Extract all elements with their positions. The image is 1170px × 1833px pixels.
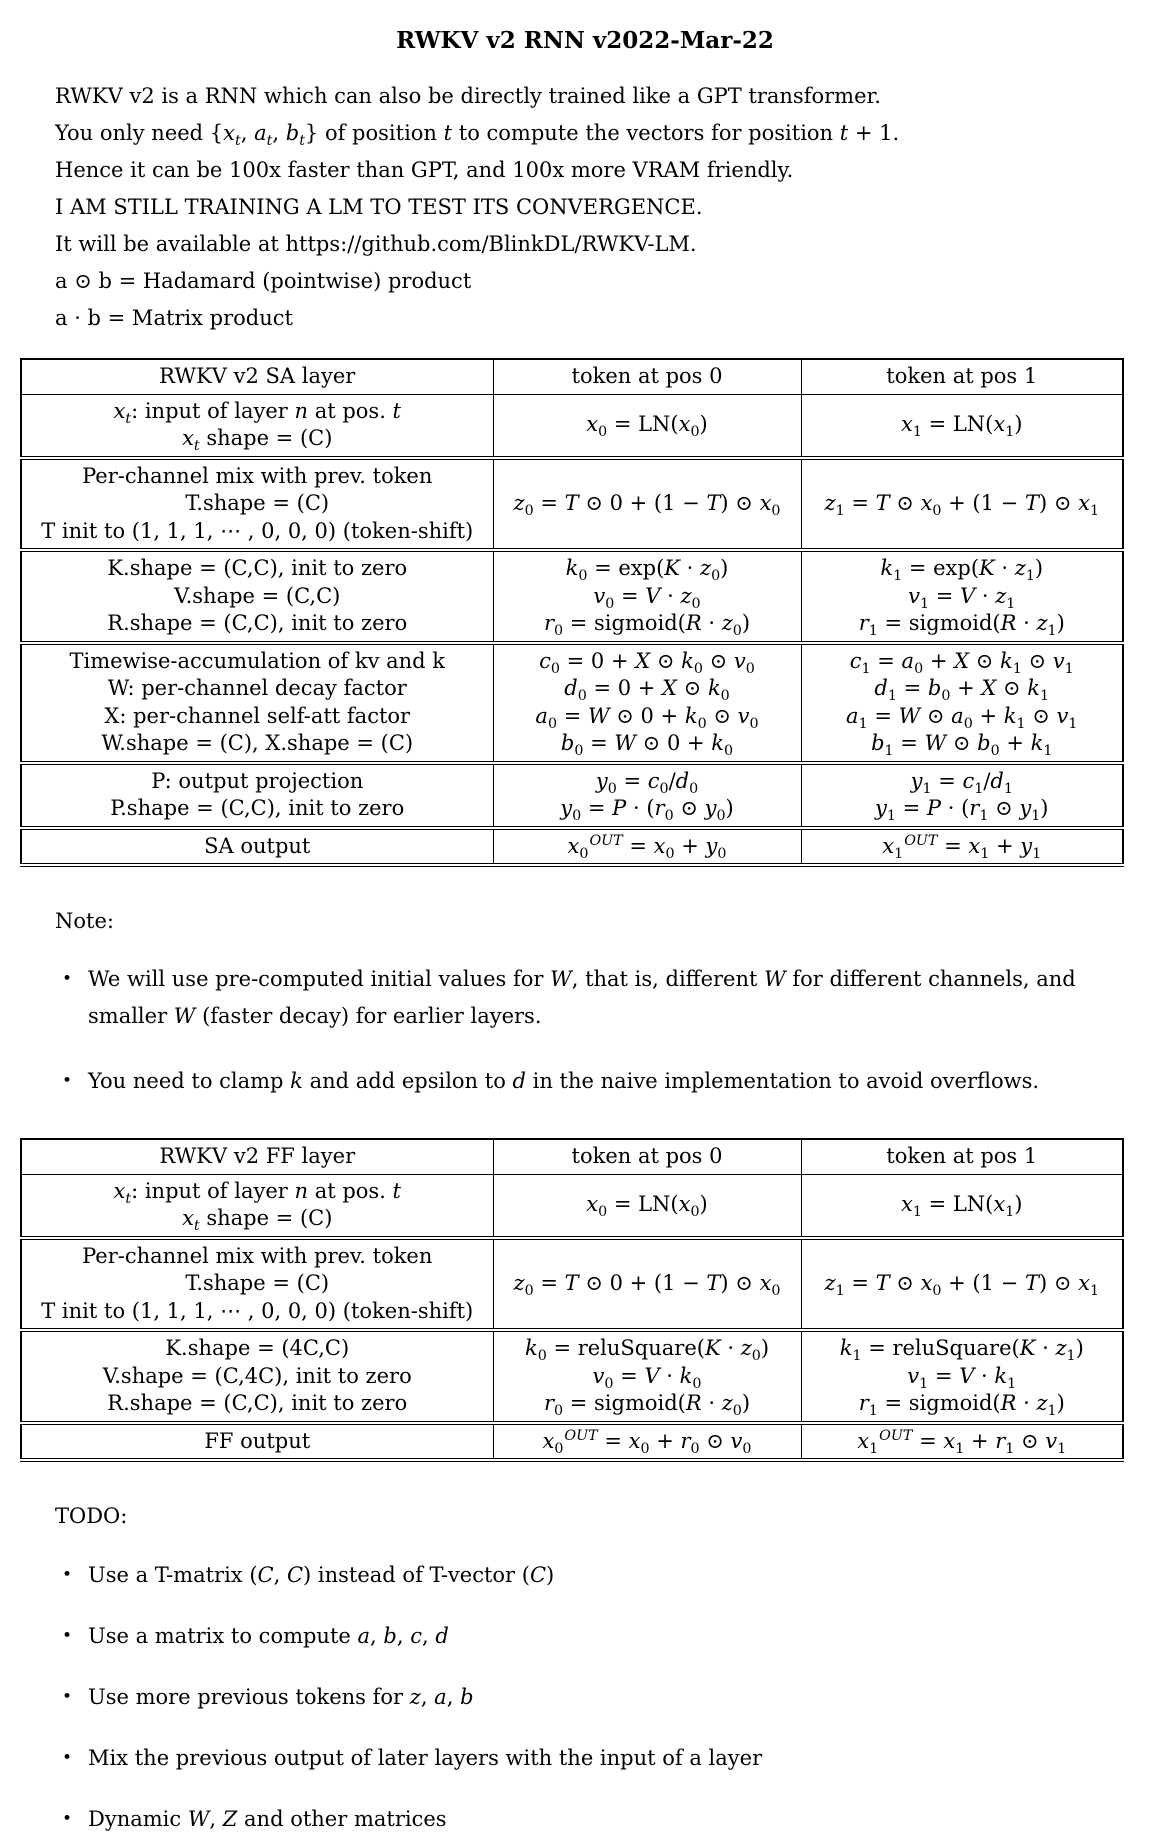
formula-line: $a_1 = W$ ⊙ $a_0 + k_1$ ⊙ $v_1$ xyxy=(846,703,1078,732)
formula-line: $z_0 = T$ ⊙ 0 + (1 − T) ⊙ $x_0$ xyxy=(513,491,781,520)
formula-line: $z_1 = T$ ⊙ $x_0 + (1 - T)$ ⊙ $x_1$ xyxy=(824,491,1100,520)
ff-pos1-cell xyxy=(801,1330,1123,1423)
todo-bullet: • Dynamic W, Z and other matrices xyxy=(88,1806,1115,1833)
formula-line: $x_1^{OUT} = x_1 + y_1$ xyxy=(882,832,1042,862)
note-section xyxy=(0,961,1170,1100)
sa-pos1-cell xyxy=(801,763,1123,828)
desc-line: V.shape = (C,C) xyxy=(174,583,341,608)
desc-line: $x_t$: input of layer n at pos. t xyxy=(113,398,401,427)
desc-line: T init to (1, 1, 1, ⋯ , 0, 0, 0) (token-shift) xyxy=(41,518,474,543)
ff-desc-cell xyxy=(21,1423,493,1461)
todo-bullet: • Use a matrix to compute a, b, c, d xyxy=(88,1623,1115,1650)
sa-desc-cell xyxy=(21,550,493,643)
todo-bullet: • Use a T-matrix (C, C) instead of T-vector (C) xyxy=(88,1562,1115,1589)
sa-pos1-cell xyxy=(801,458,1123,551)
desc-line: R.shape = (C,C), init to zero xyxy=(107,1391,408,1415)
desc-line: P.shape = (C,C), init to zero xyxy=(110,796,405,820)
desc-line: K.shape = (C,C), init to zero xyxy=(107,556,408,580)
todo-bullet: • Use more previous tokens for z, a, b xyxy=(88,1684,1115,1711)
formula-line: $x_1 = LN(x_1)$ xyxy=(900,1192,1023,1221)
ff-header-row xyxy=(21,1139,1123,1174)
formula-line: $b_0 = W$ ⊙ $0 + k_0$ xyxy=(560,731,734,760)
desc-line: W.shape = (C), X.shape = (C) xyxy=(101,731,414,755)
sa-row-projection xyxy=(21,763,1123,828)
desc-line: T.shape = (C) xyxy=(185,1271,330,1295)
ff-pos0-cell xyxy=(493,1174,801,1238)
formula-line: $v_1 = V \cdot k_1$ xyxy=(907,1363,1017,1392)
formula-line: $y_1 = P \cdot (r_1$ ⊙ $y_1$) xyxy=(875,796,1049,825)
sa-pos1-cell xyxy=(801,828,1123,866)
sa-pos1-cell xyxy=(801,550,1123,643)
sa-pos0-cell xyxy=(493,394,801,458)
ff-row-input xyxy=(21,1174,1123,1238)
desc-line: P: output projection xyxy=(151,768,364,793)
ff-pos0-cell xyxy=(493,1330,801,1423)
note-bullet: • We will use pre-computed initial values for W, that is, different W for different channels, and smaller W (faster decay) for earlier layers. xyxy=(88,961,1115,1035)
intro-paragraph xyxy=(55,78,1115,337)
ff-desc-cell xyxy=(21,1330,493,1423)
formula-line: $v_0 = V \cdot z_0$ xyxy=(593,583,701,612)
desc-line: $x_t$ shape = (C) xyxy=(182,1206,333,1235)
formula-line: $x_1^{OUT} = x_1 + r_1$ ⊙ $v_1$ xyxy=(857,1427,1067,1457)
ff-header-layer: RWKV v2 FF layer xyxy=(21,1139,493,1174)
sa-row-mix xyxy=(21,458,1123,551)
sa-desc-cell xyxy=(21,828,493,866)
formula-line: $y_0 = c_0/d_0$ xyxy=(595,768,699,797)
sa-row-accumulation xyxy=(21,643,1123,763)
sa-layer-table xyxy=(20,358,1124,867)
intro-line-url: It will be available at https://github.com/BlinkDL/RWKV-LM. xyxy=(55,232,697,256)
desc-line: T init to (1, 1, 1, ⋯ , 0, 0, 0) (token-shift) xyxy=(41,1298,474,1323)
formula-line: $v_1 = V \cdot z_1$ xyxy=(908,583,1016,612)
formula-line: $c_0 = 0 + X$ ⊙ $k_0$ ⊙ $v_0$ xyxy=(539,648,755,677)
desc-line: Per-channel mix with prev. token xyxy=(82,463,433,488)
page-title: RWKV v2 RNN v2022-Mar-22 xyxy=(396,27,774,54)
todo-section xyxy=(0,1562,1170,1833)
sa-desc-cell xyxy=(21,763,493,828)
formula-line: $x_0 = LN(x_0)$ xyxy=(586,1192,708,1221)
sa-row-input xyxy=(21,394,1123,458)
sa-pos0-cell xyxy=(493,763,801,828)
desc-line: FF output xyxy=(204,1428,311,1453)
formula-line: $c_1 = a_0 + X$ ⊙ $k_1$ ⊙ $v_1$ xyxy=(849,648,1074,677)
formula-line: $d_1 = b_0 + X$ ⊙ $k_1$ xyxy=(874,676,1050,705)
formula-line: $a_0 = W$ ⊙ $0 + k_0$ ⊙ $v_0$ xyxy=(535,703,759,732)
intro-line: I AM STILL TRAINING A LM TO TEST ITS CONVERGENCE. xyxy=(55,195,703,219)
desc-line: $x_t$: input of layer n at pos. t xyxy=(113,1178,401,1207)
desc-line: Timewise-accumulation of kv and k xyxy=(69,648,446,673)
sa-header-row xyxy=(21,359,1123,394)
sa-header-pos0: token at pos 0 xyxy=(493,359,801,394)
formula-line: $k_1$ = reluSquare(K · $z_1$) xyxy=(839,1336,1084,1365)
ff-pos1-cell xyxy=(801,1238,1123,1331)
formula-line: $x_0^{OUT} = x_0 + y_0$ xyxy=(567,832,727,862)
ff-pos1-cell xyxy=(801,1174,1123,1238)
formula-line: $z_1 = T$ ⊙ $x_0 + (1 - T)$ ⊙ $x_1$ xyxy=(824,1271,1100,1300)
sa-header-pos1: token at pos 1 xyxy=(801,359,1123,394)
formula-line: $k_0$ = reluSquare(K · $z_0$) xyxy=(524,1336,770,1365)
ff-header-pos1: token at pos 1 xyxy=(801,1139,1123,1174)
ff-row-kvr xyxy=(21,1330,1123,1423)
formula-line: $x_1 = LN(x_1)$ xyxy=(900,412,1023,441)
todo-label: TODO: xyxy=(55,1504,128,1528)
formula-line: $x_0^{OUT} = x_0 + r_0$ ⊙ $v_0$ xyxy=(542,1427,752,1457)
desc-line: K.shape = (4C,C) xyxy=(165,1336,350,1360)
desc-line: T.shape = (C) xyxy=(185,491,330,515)
formula-line: $r_1$ = sigmoid(R · $z_1$) xyxy=(858,611,1065,640)
formula-line: $d_0 = 0 + X$ ⊙ $k_0$ xyxy=(564,676,730,705)
formula-line: $z_0 = T$ ⊙ 0 + (1 − T) ⊙ $x_0$ xyxy=(513,1271,781,1300)
desc-line: V.shape = (C,4C), init to zero xyxy=(102,1363,412,1388)
sa-pos0-cell xyxy=(493,828,801,866)
sa-pos0-cell xyxy=(493,458,801,551)
sa-pos0-cell xyxy=(493,550,801,643)
desc-line: $x_t$ shape = (C) xyxy=(182,426,333,455)
desc-line: SA output xyxy=(204,833,311,858)
desc-line: W: per-channel decay factor xyxy=(107,676,407,700)
sa-row-kvr xyxy=(21,550,1123,643)
formula-line: $x_0 = LN(x_0)$ xyxy=(586,412,708,441)
note-bullet: • You need to clamp k and add epsilon to d in the naive implementation to avoid overflows. xyxy=(88,1063,1115,1100)
sa-row-output xyxy=(21,828,1123,866)
intro-line-hadamard: a ⊙ b = Hadamard (pointwise) product xyxy=(55,269,472,293)
sa-desc-cell xyxy=(21,643,493,763)
todo-bullet: • Mix the previous output of later layers with the input of a layer xyxy=(88,1745,1115,1772)
ff-row-output xyxy=(21,1423,1123,1461)
formula-line: $y_1 = c_1/d_1$ xyxy=(910,768,1013,797)
formula-line: $r_0$ = sigmoid(R · $z_0$) xyxy=(543,1391,751,1420)
ff-pos1-cell xyxy=(801,1423,1123,1461)
desc-line: Per-channel mix with prev. token xyxy=(82,1243,433,1268)
formula-line: $k_0 = \exp(K \cdot z_0)$ xyxy=(565,556,729,585)
ff-header-pos0: token at pos 0 xyxy=(493,1139,801,1174)
sa-pos1-cell xyxy=(801,394,1123,458)
ff-layer-table xyxy=(20,1138,1124,1462)
note-label: Note: xyxy=(55,909,114,933)
formula-line: $r_1$ = sigmoid(R · $z_1$) xyxy=(858,1391,1065,1420)
ff-pos0-cell xyxy=(493,1238,801,1331)
formula-line: $y_0 = P \cdot (r_0$ ⊙ $y_0$) xyxy=(560,796,734,825)
intro-line: RWKV v2 is a RNN which can also be directly trained like a GPT transformer. xyxy=(55,84,881,108)
sa-desc-cell xyxy=(21,394,493,458)
formula-line: $k_1 = \exp(K \cdot z_1)$ xyxy=(880,556,1044,585)
formula-line: $v_0 = V \cdot k_0$ xyxy=(592,1363,702,1392)
desc-line: X: per-channel self-att factor xyxy=(104,703,411,728)
intro-line: Hence it can be 100x faster than GPT, and 100x more VRAM friendly. xyxy=(55,158,794,182)
sa-pos0-cell xyxy=(493,643,801,763)
formula-line: $r_0$ = sigmoid(R · $z_0$) xyxy=(543,611,751,640)
sa-header-layer: RWKV v2 SA layer xyxy=(21,359,493,394)
sa-desc-cell xyxy=(21,458,493,551)
ff-desc-cell xyxy=(21,1238,493,1331)
intro-line-matrix: a · b = Matrix product xyxy=(55,306,293,330)
sa-pos1-cell xyxy=(801,643,1123,763)
ff-pos0-cell xyxy=(493,1423,801,1461)
ff-row-mix xyxy=(21,1238,1123,1331)
ff-desc-cell xyxy=(21,1174,493,1238)
formula-line: $b_1 = W$ ⊙ $b_0 + k_1$ xyxy=(871,731,1053,760)
intro-line: You only need {$x_t$, $a_t$, $b_t$} of position t to compute the vectors for position t + 1. xyxy=(55,121,900,150)
desc-line: R.shape = (C,C), init to zero xyxy=(107,611,408,635)
